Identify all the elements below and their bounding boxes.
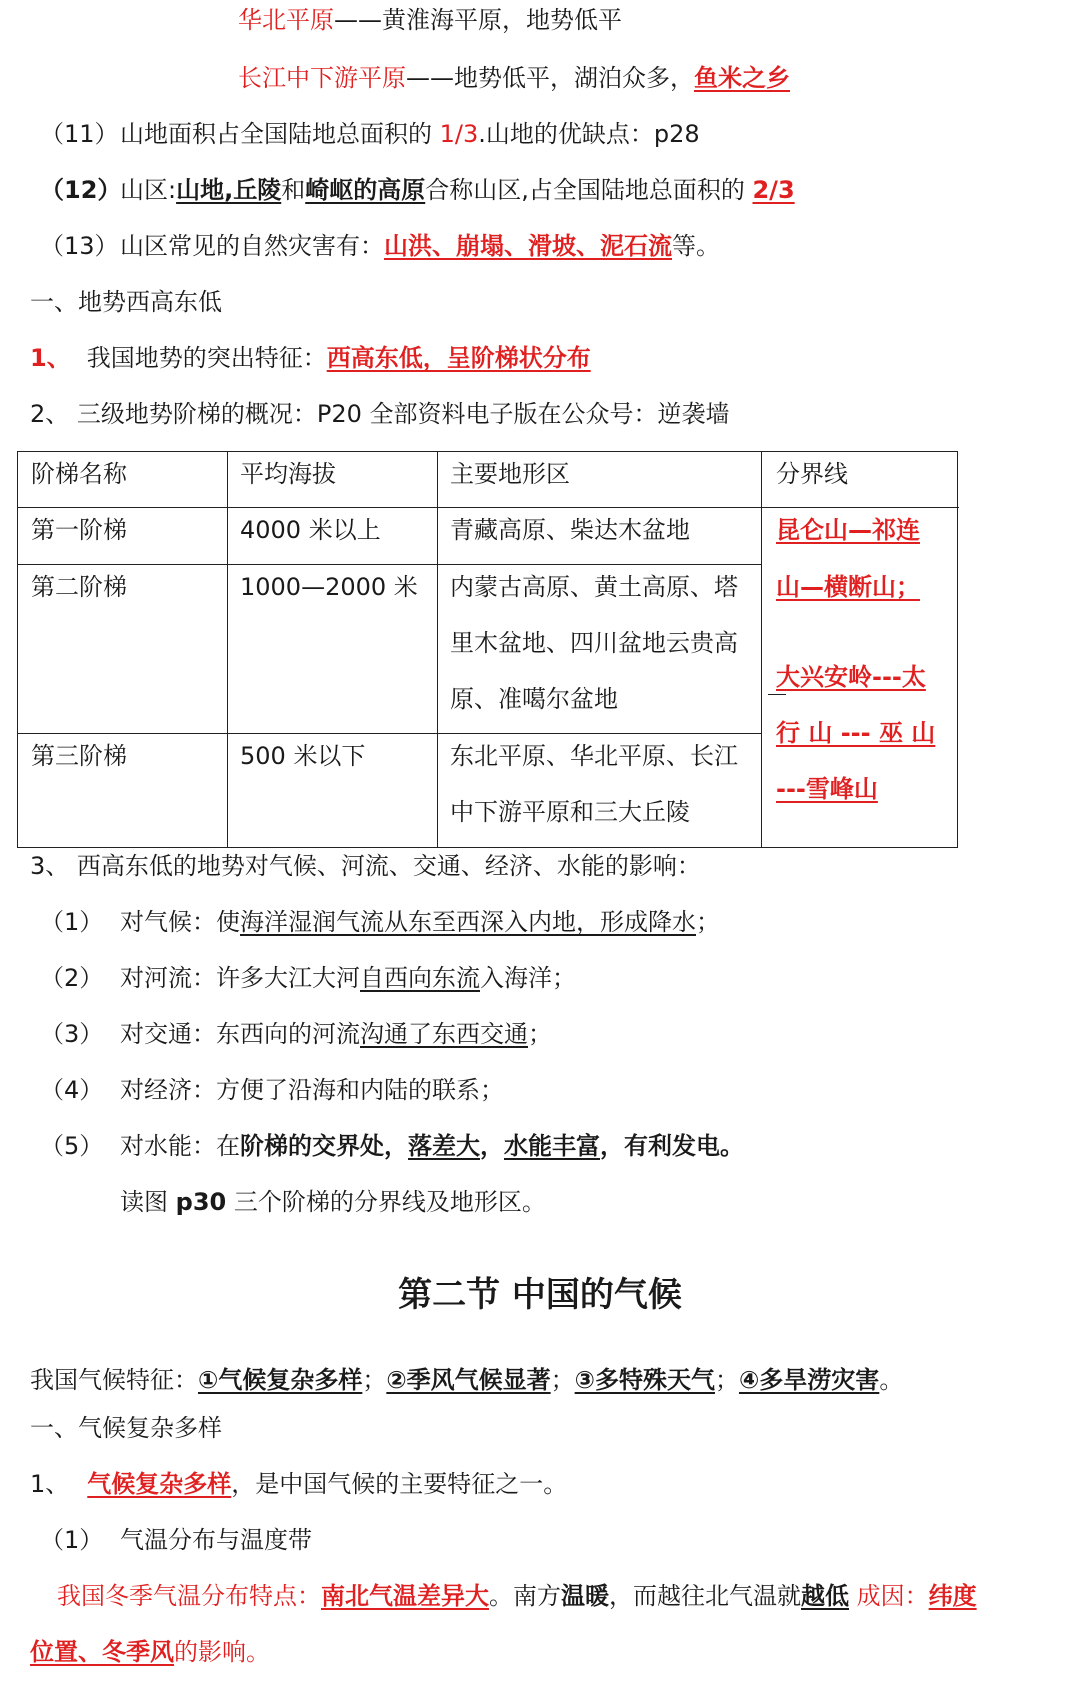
table-cell-regions: 里木盆地、四川盆地云贵高 [450, 629, 738, 657]
effect-5-f: 水能丰富 [504, 1132, 600, 1160]
table-cell-step-name: 第二阶梯 [31, 573, 127, 601]
item-13-t3: 等。 [672, 232, 720, 260]
climate-sep: ； [550, 1366, 575, 1394]
effect-5-text [120, 1131, 744, 1161]
terrain-heading: 一、地势西高东低 [30, 288, 222, 316]
item-12-t1: 山区: [120, 176, 177, 204]
climate-sep: ； [714, 1366, 739, 1394]
table-col-divider [437, 452, 438, 847]
winter-d: 温暖 [561, 1582, 609, 1610]
climate-heading: 一、气候复杂多样 [30, 1414, 222, 1442]
climate-feature-3: ③多特殊天气 [574, 1366, 715, 1394]
item-13-disasters: 山洪、崩塌、滑坡、泥石流 [384, 232, 672, 260]
steps-table [17, 451, 958, 848]
winter-a: 我国冬季气温分布特点： [57, 1582, 321, 1610]
changjiang-tag: 鱼米之乡 [694, 64, 790, 92]
winter-h: 纬度 [928, 1582, 977, 1610]
effect-1-text [120, 907, 720, 937]
climate-sep: ； [362, 1366, 387, 1394]
effects-intro: 3、 西高东低的地势对气候、河流、交通、经济、水能的影响： [30, 852, 701, 880]
changjiang-desc: ——地势低平，湖泊众多， [406, 64, 694, 92]
effect-1-a: 对气候：使 [120, 908, 240, 936]
item-13-num: （13） [40, 232, 119, 260]
effect-3-b: 沟通了东西交通 [360, 1020, 528, 1048]
effect-5-b: 阶梯的交界处 [240, 1132, 384, 1160]
terrain-item-1-answer: 西高东低，呈阶梯状分布 [326, 344, 591, 372]
table-cell-step-name: 第一阶梯 [31, 516, 127, 544]
effect-1-num: （1） [40, 908, 104, 936]
item-11-text [120, 119, 700, 149]
winter-j: 的影响。 [174, 1638, 270, 1666]
item-11-fraction: 1/3 [439, 120, 479, 148]
table-boundary-second: 行 山 --- 巫 山 [776, 719, 936, 747]
terrain-item-1-num: 1、 [30, 344, 71, 372]
item-13-t1: 山区常见的自然灾害有： [120, 232, 384, 260]
effect-5-g: ，有利发电。 [600, 1132, 744, 1160]
table-cell-altitude: 4000 米以上 [240, 516, 381, 544]
item-11-text-a: 山地面积占全国陆地总面积的 [120, 120, 440, 148]
effect-5-c: ， [384, 1132, 408, 1160]
effect-2-text [120, 963, 576, 993]
winter-b: 南北气温差异大 [321, 1582, 489, 1610]
table-cell-altitude: 500 米以下 [240, 742, 366, 770]
effect-1-b: 海洋湿润气流从东至西深入内地，形成降水 [240, 908, 696, 936]
section-title: 第二节 中国的气候 [398, 1275, 682, 1315]
table-header: 主要地形区 [450, 460, 570, 488]
table-cell-altitude: 1000—2000 米 [240, 573, 418, 601]
effect-3-text [120, 1019, 552, 1049]
climate-features [30, 1365, 903, 1395]
effect-4-num: （4） [40, 1076, 104, 1104]
effect-3-a: 对交通：东西向的河流 [120, 1020, 360, 1048]
table-cell-regions: 中下游平原和三大丘陵 [450, 798, 690, 826]
effect-5-num: （5） [40, 1132, 104, 1160]
climate-feature-2: ②季风气候显著 [386, 1366, 551, 1394]
effect-5-a: 对水能：在 [120, 1132, 240, 1160]
huabei-name: 华北平原 [238, 6, 334, 34]
effect-3-num: （3） [40, 1020, 104, 1048]
item-12-hills: 山地,丘陵 [176, 176, 282, 204]
winter-temp-line [57, 1581, 977, 1611]
table-cell-step-name: 第三阶梯 [31, 742, 127, 770]
huabei-desc: ——黄淮海平原，地势低平 [334, 6, 622, 34]
read-map-note [120, 1187, 546, 1217]
read-map-a: 读图 [120, 1188, 176, 1216]
winter-i: 位置、冬季风 [30, 1638, 174, 1666]
item-12-t5: 合称山区,占全国陆地总面积的 [425, 176, 753, 204]
climate-item-1 [30, 1469, 567, 1499]
effect-5-d: 落差大 [408, 1132, 480, 1160]
terrain-item-1-text: 我国地势的突出特征： [86, 344, 327, 372]
table-boundary-second: 大兴安岭---太 [776, 663, 926, 691]
effect-3-c: ； [528, 1020, 552, 1048]
effect-2-a: 对河流：许多大江大河 [120, 964, 360, 992]
climate-end: 。 [879, 1366, 904, 1394]
table-col-divider [761, 452, 762, 847]
changjiang-line [238, 63, 790, 93]
climate-item-1-rest: ，是中国气候的主要特征之一。 [231, 1470, 568, 1498]
winter-g: 成因： [849, 1582, 929, 1610]
huabei-line [238, 5, 622, 35]
effect-2-c: 入海洋； [480, 964, 576, 992]
table-cell-regions: 内蒙古高原、黄土高原、塔 [450, 573, 738, 601]
table-cell-regions: 东北平原、华北平原、长江 [450, 742, 738, 770]
item-12-plateau: 崎岖的高原 [305, 176, 426, 204]
item-11-num: （11） [40, 120, 119, 148]
climate-feature-1: ①气候复杂多样 [198, 1366, 363, 1394]
climate-item-1-key: 气候复杂多样 [87, 1470, 232, 1498]
read-map-page: p30 [175, 1188, 227, 1216]
climate-item-2-text: 气温分布与温度带 [120, 1526, 312, 1554]
table-cell-regions: 原、准噶尔盆地 [450, 685, 618, 713]
item-12-text [120, 175, 795, 205]
winter-temp-line-2 [30, 1637, 270, 1667]
effect-2-num: （2） [40, 964, 104, 992]
climate-features-label: 我国气候特征： [30, 1366, 198, 1394]
terrain-item-2: 2、 三级地势阶梯的概况：P20 全部资料电子版在公众号：逆袭墙 [30, 400, 730, 428]
effect-2-b: 自西向东流 [360, 964, 480, 992]
winter-f: 越低 [801, 1582, 849, 1610]
winter-e: ，而越往北气温就 [609, 1582, 801, 1610]
item-13-text [120, 231, 720, 261]
terrain-item-1 [30, 343, 591, 373]
table-header: 阶梯名称 [31, 460, 127, 488]
table-header: 分界线 [776, 460, 848, 488]
item-12-num: （12） [40, 176, 122, 204]
table-col-divider [227, 452, 228, 847]
winter-c: 。南方 [489, 1582, 561, 1610]
item-12-fraction: 2/3 [752, 176, 795, 204]
climate-item-1-num: 1、 [30, 1470, 70, 1498]
table-boundary-second: ---雪峰山 [776, 775, 878, 803]
table-header: 平均海拔 [240, 460, 336, 488]
effect-1-c: ； [696, 908, 720, 936]
read-map-c: 三个阶梯的分界线及地形区。 [226, 1188, 546, 1216]
changjiang-name: 长江中下游平原 [238, 64, 406, 92]
effect-5-e: ， [480, 1132, 504, 1160]
table-boundary-first: 昆仑山—祁连 [776, 516, 920, 544]
climate-feature-4: ④多旱涝灾害 [738, 1366, 880, 1394]
table-cell-regions: 青藏高原、柴达木盆地 [450, 516, 690, 544]
climate-item-2-num: （1） [40, 1526, 104, 1554]
table-boundary-first: 山—横断山； [776, 573, 920, 601]
item-11-text-b: .山地的优缺点：p28 [478, 120, 700, 148]
effect-4-text: 对经济：方便了沿海和内陆的联系； [120, 1076, 504, 1104]
item-12-t3: 和 [281, 176, 306, 204]
